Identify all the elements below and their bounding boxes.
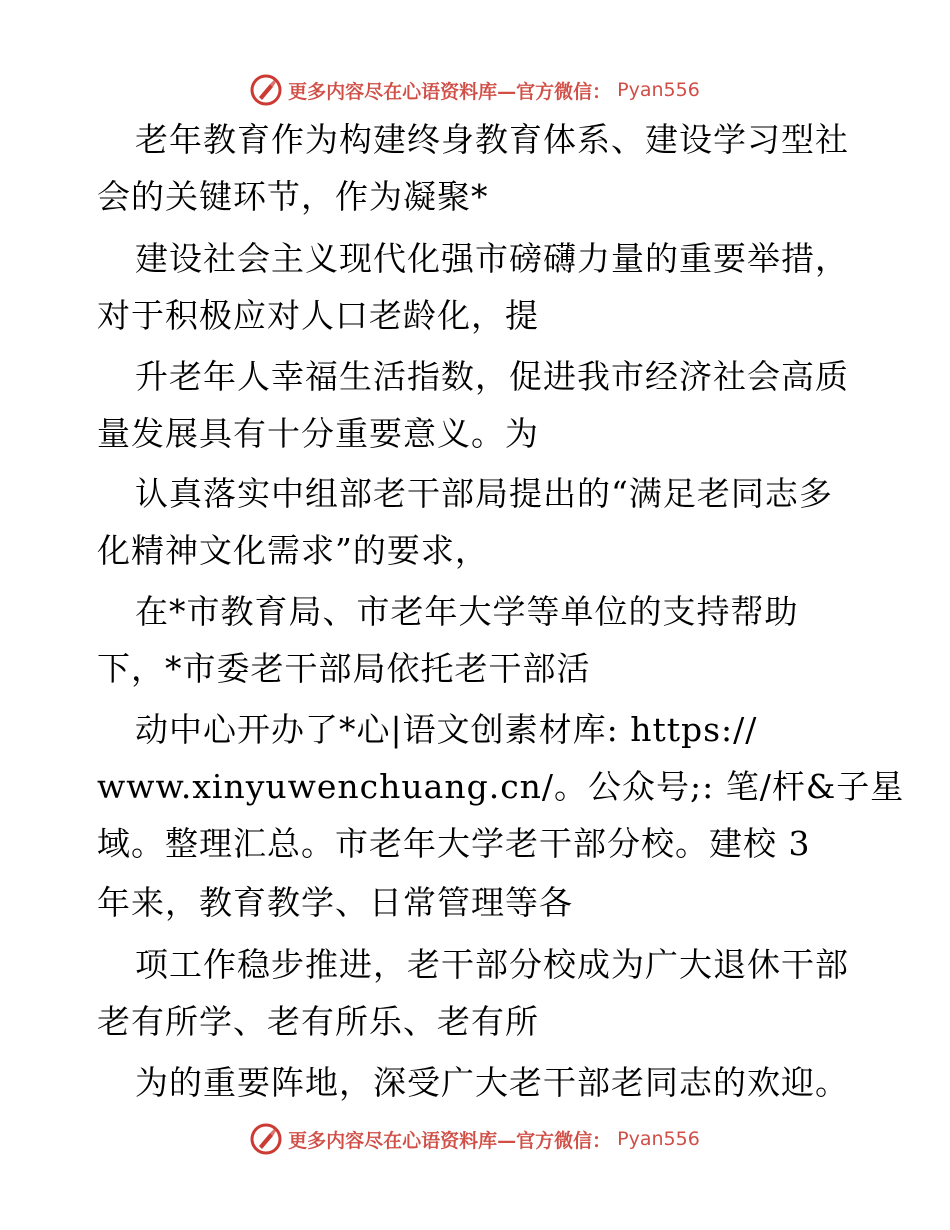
body-line: 对于积极应对人口老龄化，提 [97,296,539,335]
body-line: 动中心开办了*心|语文创素材库: https:// [135,710,758,749]
body-line: 年来，教育教学、日常管理等各 [97,883,573,922]
body-line: 量发展具有十分重要意义。为 [97,414,539,453]
body-line: 建设社会主义现代化强市磅礴力量的重要举措， [135,239,849,278]
body-line: 在*市教育局、市老年大学等单位的支持帮助 [135,592,799,631]
body-line: www.xinyuwenchuang.cn/。公众号;: 笔/杆&子星 [97,767,905,806]
footer-wechat-id: Pyan556 [617,1128,700,1150]
body-line: 会的关键环节，作为凝聚* [97,177,489,216]
body-line: 认真落实中组部老干部局提出的“满足老同志多 [135,474,833,513]
footer-banner-text: 更多内容尽在心语资料库—官方微信： [288,1129,612,1152]
header-banner [0,73,950,107]
pen-logo-icon [250,1123,282,1155]
header-wechat-id: Pyan556 [617,79,700,101]
body-line: 老年教育作为构建终身教育体系、建设学习型社 [135,120,849,159]
body-line: 为的重要阵地，深受广大老干部老同志的欢迎。 [135,1063,849,1102]
body-line: 老有所学、老有所乐、老有所 [97,1002,539,1041]
footer-banner [0,1122,950,1156]
pen-logo-icon [250,74,282,106]
body-line: 项工作稳步推进，老干部分校成为广大退休干部 [135,945,849,984]
body-line: 下，*市委老干部局依托老干部活 [97,649,591,688]
body-line: 域。整理汇总。市老年大学老干部分校。建校 3 [97,824,811,863]
body-line: 升老年人幸福生活指数，促进我市经济社会高质 [135,357,849,396]
header-banner-text: 更多内容尽在心语资料库—官方微信： [288,80,612,103]
body-line: 化精神文化需求”的要求， [97,531,489,570]
